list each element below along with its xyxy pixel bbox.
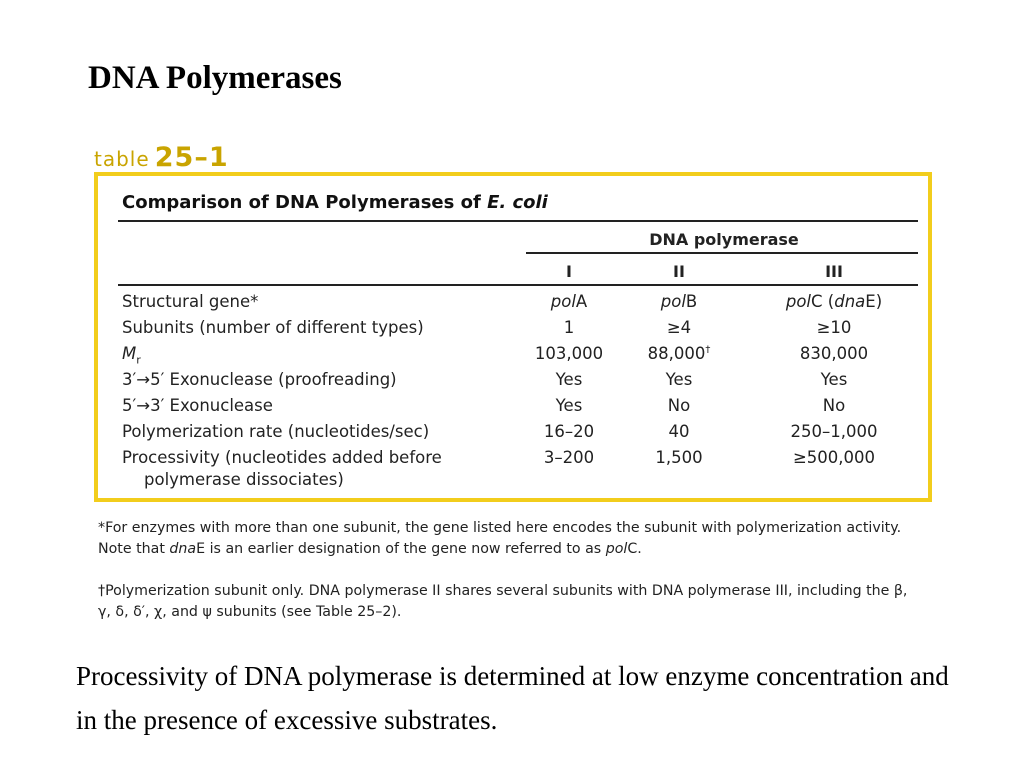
cell-pol-iii: No [822,396,846,415]
column-header-i: I [566,262,572,281]
slide-caption: Processivity of DNA polymerase is determined at low enzyme concentration and in the presence of excessive substrates. [76,661,949,735]
cell-pol-iii: 830,000 [799,344,869,363]
table-frame [94,172,932,502]
row-label: 3′→5′ Exonuclease (proofreading) [122,370,397,389]
row-label: Structural gene* [122,292,259,311]
cell-pol-ii: polB [660,292,698,311]
cell-pol-ii: ≥4 [666,318,692,337]
cell-pol-iii: ≥500,000 [792,448,876,467]
cell-pol-ii: No [667,396,691,415]
rule-group [526,252,918,254]
cell-pol-iii: Yes [820,370,848,389]
row-label: 5′→3′ Exonuclease [122,396,273,415]
table-heading: Comparison of DNA Polymerases of E. coli [122,192,548,213]
row-label: Polymerization rate (nucleotides/sec) [122,422,430,441]
cell-pol-ii: Yes [665,370,693,389]
row-label: $M_r$ [122,344,141,367]
cell-pol-ii: 88,000† [647,344,711,363]
table-label [94,142,229,173]
footnote-gene: *For enzymes with more than one subunit, the gene listed here encodes the subunit with polymerization activity. Note that dnaE is an earlier designation of the gene now referred to as polC. [98,520,902,557]
cell-pol-ii: 40 [668,422,690,441]
table-label-number: 25–1 [154,142,229,173]
footnote-subunit: †Polymerization subunit only. DNA polymerase II shares several subunits with DNA polymerase III, including the β, γ, δ, δ′, χ, and ψ subunits (see Table 25–2). [98,583,908,620]
table-label-word: table [94,147,150,171]
cell-pol-i: polA [550,292,588,311]
group-header: DNA polymerase [649,230,799,249]
cell-pol-i: Yes [555,370,583,389]
cell-pol-i: Yes [555,396,583,415]
cell-pol-i: 103,000 [534,344,604,363]
row-label: Subunits (number of different types) [122,318,424,337]
cell-pol-i: 3–200 [543,448,595,467]
cell-pol-iii: polC (dnaE) [785,292,883,311]
cell-pol-i: 16–20 [543,422,595,441]
cell-pol-i: 1 [563,318,575,337]
rule-columns [118,284,918,286]
slide-title: DNA Polymerases [88,60,342,96]
column-header-iii: III [825,262,843,281]
cell-pol-iii: ≥10 [816,318,852,337]
row-label: Processivity (nucleotides added before polymerase dissociates) [122,448,442,489]
cell-pol-ii: 1,500 [655,448,703,467]
rule-top [118,220,918,222]
column-header-ii: II [673,262,685,281]
cell-pol-iii: 250–1,000 [790,422,878,441]
